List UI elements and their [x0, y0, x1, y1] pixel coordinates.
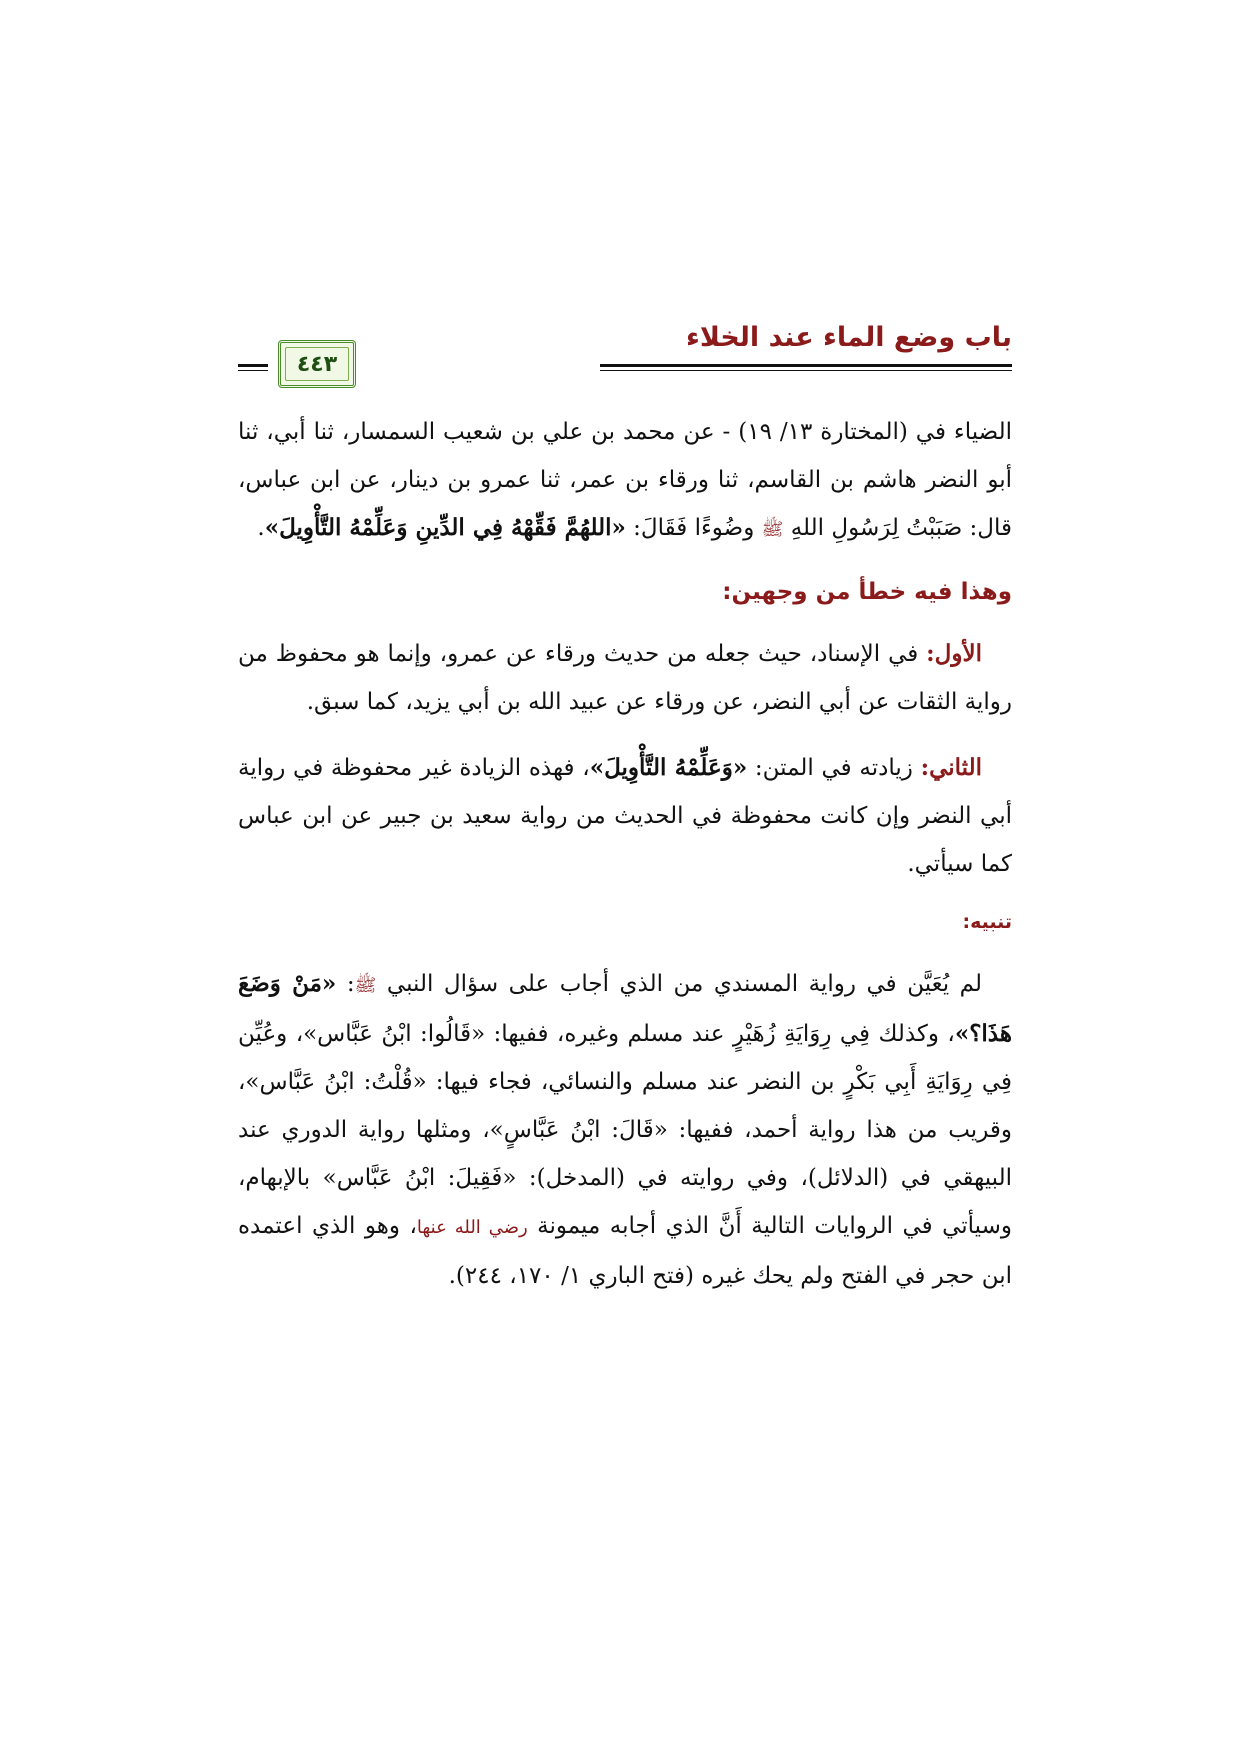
lead-word-first: الأول: — [926, 640, 982, 667]
hadith-quote: «اللهُمَّ فَقِّهْهُ فِي الدِّينِ وَعَلِّمْهُ التَّأْوِيلَ» — [264, 514, 626, 541]
header-rule-thick — [600, 364, 1012, 367]
honorific-symbol: رضي الله عنها — [416, 1217, 528, 1238]
paragraph-text: : — [336, 971, 355, 997]
paragraph-text: . — [257, 515, 265, 541]
page-body — [238, 408, 1012, 1300]
paragraph-text: زيادته في المتن: — [747, 755, 921, 781]
header-rule-left-thick — [238, 364, 268, 367]
paragraph-isnad — [238, 408, 1012, 554]
paragraph-text: لم يُعَيَّن في رواية المسندي من الذي أجاب على سؤال النبي — [376, 971, 982, 997]
honorific-symbol: ﷺ — [354, 975, 377, 996]
page-header — [238, 312, 1012, 392]
paragraph-text: ، فهذه الزيادة غير محفوظة في رواية أبي النضر وإن كانت محفوظة في الحديث من رواية سعيد بن جبير عن ابن عباس كما سيأتي. — [238, 755, 1012, 877]
chapter-title: باب وضع الماء عند الخلاء — [686, 322, 1012, 353]
lead-word-second: الثاني: — [920, 754, 983, 781]
header-rule-thin — [600, 370, 1012, 371]
paragraph-note — [238, 960, 1012, 1300]
page-number: ٤٤٣ — [296, 351, 338, 377]
honorific-symbol: ﷺ — [761, 519, 784, 540]
paragraph-text: وضُوءًا فَقَالَ: — [625, 515, 762, 541]
paragraph-text: ، وكذلك فِي رِوَايَةِ زُهَيْرٍ عند مسلم وغيره، ففيها: «قَالُوا: ابْنُ عَبَّاس»، وعُيِّن فِي رِوَايَةِ أَبِي بَكْرٍ بن النضر عند مسلم والنسائي، فجاء فيها: «قُلْتُ: ابْنُ عَبَّاس»، وقريب من هذا رواية أحمد، ففيها: «قَالَ: ابْنُ عَبَّاسٍ»، ومثلها رواية الدوري عند البيهقي في (الدلائل)، وفي روايته في (المدخل): «فَقِيلَ: ابْنُ عَبَّاس» بالإبهام، وسيأتي في الروايات التالية أَنَّ الذي أجابه ميمونة — [238, 1021, 1012, 1239]
header-rule-left-thin — [238, 370, 268, 371]
hadith-quote: «مَنْ وَضَعَ هَذَا؟» — [238, 970, 1012, 1047]
paragraph-text: ، وهو الذي اعتمده ابن حجر في الفتح ولم يحك غيره (فتح الباري ١/ ١٧٠، ٢٤٤). — [238, 1213, 1012, 1289]
paragraph-second-reason — [238, 744, 1012, 888]
hadith-quote: «وَعَلِّمْهُ التَّأْوِيلَ» — [589, 754, 748, 781]
section-subheading: وهذا فيه خطأ من وجهين: — [722, 579, 1012, 605]
page-number-badge — [278, 340, 356, 388]
note-heading: تنبيه: — [962, 911, 1012, 933]
paragraph-first-reason — [238, 630, 1012, 726]
paragraph-text: الضياء في (المختارة ١٣/ ١٩) - عن محمد بن علي بن شعيب السمسار، ثنا أبي، ثنا أبو النضر هاشم بن القاسم، ثنا ورقاء بن عمر، ثنا عمرو بن دينار، عن ابن عباس، قال: صَبَبْتُ لِرَسُولِ اللهِ — [238, 419, 1012, 541]
paragraph-text: في الإسناد، حيث جعله من حديث ورقاء عن عمرو، وإنما هو محفوظ من رواية الثقات عن أبي النضر، عن ورقاء عن عبيد الله بن أبي يزيد، كما سبق. — [238, 641, 1012, 715]
